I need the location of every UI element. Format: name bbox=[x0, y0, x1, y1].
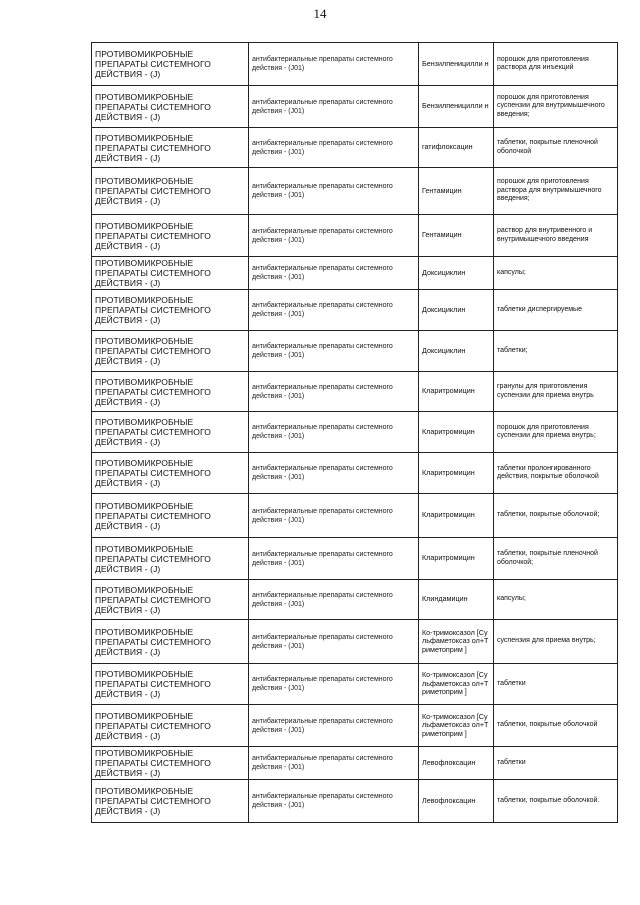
group-cell: ПРОТИВОМИКРОБНЫЕ ПРЕПАРАТЫ СИСТЕМНОГО ДЕЙСТВИЯ - (J) bbox=[92, 331, 249, 372]
group-cell: ПРОТИВОМИКРОБНЫЕ ПРЕПАРАТЫ СИСТЕМНОГО ДЕЙСТВИЯ - (J) bbox=[92, 705, 249, 747]
table-row bbox=[92, 290, 618, 331]
subgroup-cell: антибактериальные препараты системного действия - (J01) bbox=[249, 494, 419, 538]
subgroup-cell: антибактериальные препараты системного действия - (J01) bbox=[249, 664, 419, 705]
dosage-form-cell: таблетки; bbox=[494, 331, 618, 372]
group-cell: ПРОТИВОМИКРОБНЫЕ ПРЕПАРАТЫ СИСТЕМНОГО ДЕЙСТВИЯ - (J) bbox=[92, 86, 249, 128]
table-row bbox=[92, 747, 618, 780]
table-row bbox=[92, 780, 618, 823]
subgroup-cell: антибактериальные препараты системного действия - (J01) bbox=[249, 620, 419, 664]
drug-name-cell: Кларитромицин bbox=[419, 494, 494, 538]
table-row bbox=[92, 538, 618, 580]
table-row bbox=[92, 620, 618, 664]
dosage-form-cell: порошок для приготовления суспензии для приема внутрь; bbox=[494, 412, 618, 453]
drug-name-cell: Ко-тримоксазол [Сульфаметоксаз ол+Триметоприм ] bbox=[419, 620, 494, 664]
dosage-form-cell: капсулы; bbox=[494, 580, 618, 620]
drug-name-cell: Доксициклин bbox=[419, 290, 494, 331]
subgroup-cell: антибактериальные препараты системного действия - (J01) bbox=[249, 257, 419, 290]
dosage-form-cell: таблетки, покрытые оболочкой; bbox=[494, 494, 618, 538]
drug-name-cell: Бензилпеницилли н bbox=[419, 43, 494, 86]
subgroup-cell: антибактериальные препараты системного действия - (J01) bbox=[249, 453, 419, 494]
drug-name-cell: Кларитромицин bbox=[419, 538, 494, 580]
subgroup-cell: антибактериальные препараты системного действия - (J01) bbox=[249, 290, 419, 331]
drug-name-cell: Кларитромицин bbox=[419, 372, 494, 412]
subgroup-cell: антибактериальные препараты системного действия - (J01) bbox=[249, 331, 419, 372]
table-row bbox=[92, 331, 618, 372]
table-row bbox=[92, 86, 618, 128]
table-row bbox=[92, 412, 618, 453]
table-row bbox=[92, 215, 618, 257]
drug-name-cell: Левофлоксацин bbox=[419, 747, 494, 780]
dosage-form-cell: таблетки пролонгированного действия, покрытые оболочкой bbox=[494, 453, 618, 494]
drug-name-cell: Ко-тримоксазол [Сульфаметоксаз ол+Триметоприм ] bbox=[419, 705, 494, 747]
subgroup-cell: антибактериальные препараты системного действия - (J01) bbox=[249, 705, 419, 747]
subgroup-cell: антибактериальные препараты системного действия - (J01) bbox=[249, 780, 419, 823]
subgroup-cell: антибактериальные препараты системного действия - (J01) bbox=[249, 747, 419, 780]
table-body bbox=[92, 43, 618, 823]
dosage-form-cell: таблетки диспергируемые bbox=[494, 290, 618, 331]
table-row bbox=[92, 372, 618, 412]
drug-name-cell: Бензилпеницилли н bbox=[419, 86, 494, 128]
table-row bbox=[92, 128, 618, 168]
subgroup-cell: антибактериальные препараты системного действия - (J01) bbox=[249, 168, 419, 215]
dosage-form-cell: капсулы; bbox=[494, 257, 618, 290]
drug-name-cell: Левофлоксацин bbox=[419, 780, 494, 823]
group-cell: ПРОТИВОМИКРОБНЫЕ ПРЕПАРАТЫ СИСТЕМНОГО ДЕЙСТВИЯ - (J) bbox=[92, 620, 249, 664]
table-row bbox=[92, 257, 618, 290]
group-cell: ПРОТИВОМИКРОБНЫЕ ПРЕПАРАТЫ СИСТЕМНОГО ДЕЙСТВИЯ - (J) bbox=[92, 290, 249, 331]
dosage-form-cell: таблетки, покрытые пленочной оболочкой; bbox=[494, 538, 618, 580]
dosage-form-cell: раствор для внутривенного и внутримышечного введения bbox=[494, 215, 618, 257]
dosage-form-cell: порошок для приготовления раствора для внутримышечного введения; bbox=[494, 168, 618, 215]
dosage-form-cell: таблетки bbox=[494, 747, 618, 780]
subgroup-cell: антибактериальные препараты системного действия - (J01) bbox=[249, 215, 419, 257]
group-cell: ПРОТИВОМИКРОБНЫЕ ПРЕПАРАТЫ СИСТЕМНОГО ДЕЙСТВИЯ - (J) bbox=[92, 372, 249, 412]
drug-table bbox=[91, 42, 618, 823]
table-row bbox=[92, 494, 618, 538]
group-cell: ПРОТИВОМИКРОБНЫЕ ПРЕПАРАТЫ СИСТЕМНОГО ДЕЙСТВИЯ - (J) bbox=[92, 215, 249, 257]
drug-name-cell: Кларитромицин bbox=[419, 412, 494, 453]
table-row bbox=[92, 664, 618, 705]
drug-name-cell: Ко-тримоксазол [Сульфаметоксаз ол+Триметоприм ] bbox=[419, 664, 494, 705]
dosage-form-cell: гранулы для приготовления суспензии для приема внутрь bbox=[494, 372, 618, 412]
group-cell: ПРОТИВОМИКРОБНЫЕ ПРЕПАРАТЫ СИСТЕМНОГО ДЕЙСТВИЯ - (J) bbox=[92, 257, 249, 290]
dosage-form-cell: таблетки, покрытые оболочкой. bbox=[494, 780, 618, 823]
group-cell: ПРОТИВОМИКРОБНЫЕ ПРЕПАРАТЫ СИСТЕМНОГО ДЕЙСТВИЯ - (J) bbox=[92, 580, 249, 620]
drug-name-cell: Гентамицин bbox=[419, 215, 494, 257]
page-number: 14 bbox=[313, 6, 327, 21]
subgroup-cell: антибактериальные препараты системного действия - (J01) bbox=[249, 372, 419, 412]
group-cell: ПРОТИВОМИКРОБНЫЕ ПРЕПАРАТЫ СИСТЕМНОГО ДЕЙСТВИЯ - (J) bbox=[92, 664, 249, 705]
subgroup-cell: антибактериальные препараты системного действия - (J01) bbox=[249, 128, 419, 168]
group-cell: ПРОТИВОМИКРОБНЫЕ ПРЕПАРАТЫ СИСТЕМНОГО ДЕЙСТВИЯ - (J) bbox=[92, 538, 249, 580]
subgroup-cell: антибактериальные препараты системного действия - (J01) bbox=[249, 86, 419, 128]
subgroup-cell: антибактериальные препараты системного действия - (J01) bbox=[249, 580, 419, 620]
drug-name-cell: Кларитромицин bbox=[419, 453, 494, 494]
dosage-form-cell: суспензия для приема внутрь; bbox=[494, 620, 618, 664]
group-cell: ПРОТИВОМИКРОБНЫЕ ПРЕПАРАТЫ СИСТЕМНОГО ДЕЙСТВИЯ - (J) bbox=[92, 747, 249, 780]
table-row bbox=[92, 580, 618, 620]
subgroup-cell: антибактериальные препараты системного действия - (J01) bbox=[249, 538, 419, 580]
group-cell: ПРОТИВОМИКРОБНЫЕ ПРЕПАРАТЫ СИСТЕМНОГО ДЕЙСТВИЯ - (J) bbox=[92, 168, 249, 215]
table-row bbox=[92, 705, 618, 747]
drug-name-cell: Клиндамицин bbox=[419, 580, 494, 620]
drug-name-cell: Гентамицин bbox=[419, 168, 494, 215]
table-row bbox=[92, 168, 618, 215]
group-cell: ПРОТИВОМИКРОБНЫЕ ПРЕПАРАТЫ СИСТЕМНОГО ДЕЙСТВИЯ - (J) bbox=[92, 412, 249, 453]
group-cell: ПРОТИВОМИКРОБНЫЕ ПРЕПАРАТЫ СИСТЕМНОГО ДЕЙСТВИЯ - (J) bbox=[92, 453, 249, 494]
group-cell: ПРОТИВОМИКРОБНЫЕ ПРЕПАРАТЫ СИСТЕМНОГО ДЕЙСТВИЯ - (J) bbox=[92, 43, 249, 86]
table-row bbox=[92, 43, 618, 86]
dosage-form-cell: таблетки, покрытые пленочной оболочкой bbox=[494, 128, 618, 168]
group-cell: ПРОТИВОМИКРОБНЫЕ ПРЕПАРАТЫ СИСТЕМНОГО ДЕЙСТВИЯ - (J) bbox=[92, 780, 249, 823]
table-row bbox=[92, 453, 618, 494]
drug-name-cell: Доксициклин bbox=[419, 257, 494, 290]
dosage-form-cell: таблетки, покрытые оболочкой bbox=[494, 705, 618, 747]
group-cell: ПРОТИВОМИКРОБНЫЕ ПРЕПАРАТЫ СИСТЕМНОГО ДЕЙСТВИЯ - (J) bbox=[92, 128, 249, 168]
subgroup-cell: антибактериальные препараты системного действия - (J01) bbox=[249, 412, 419, 453]
dosage-form-cell: порошок для приготовления суспензии для внутримышечного введения; bbox=[494, 86, 618, 128]
drug-name-cell: Доксициклин bbox=[419, 331, 494, 372]
subgroup-cell: антибактериальные препараты системного действия - (J01) bbox=[249, 43, 419, 86]
drug-name-cell: гатифлоксацин bbox=[419, 128, 494, 168]
dosage-form-cell: таблетки bbox=[494, 664, 618, 705]
group-cell: ПРОТИВОМИКРОБНЫЕ ПРЕПАРАТЫ СИСТЕМНОГО ДЕЙСТВИЯ - (J) bbox=[92, 494, 249, 538]
dosage-form-cell: порошок для приготовления раствора для инъекций bbox=[494, 43, 618, 86]
